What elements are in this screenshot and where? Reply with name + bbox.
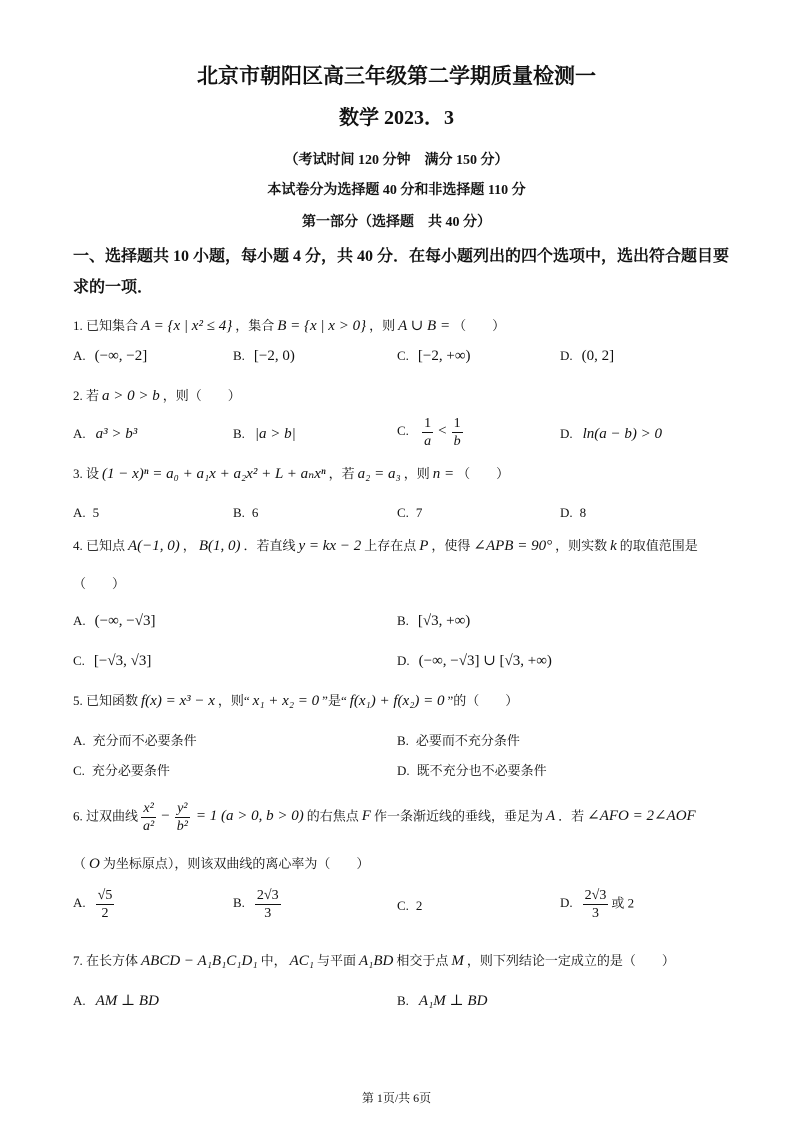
option-label: D. — [397, 763, 410, 778]
q4-angle: ∠APB = 90° — [473, 538, 553, 554]
q1-stem — [73, 315, 505, 337]
q7-plane: A₁BD — [358, 953, 394, 969]
fraction — [422, 415, 433, 450]
q3-number: 3. — [73, 466, 83, 481]
option-operator: < — [438, 423, 447, 440]
fraction — [141, 800, 156, 835]
q4-text: 已知点 — [86, 538, 126, 553]
q6-text: ．若 — [558, 808, 585, 824]
q7-point: M — [451, 953, 464, 969]
option-value: 7 — [415, 505, 423, 520]
option-label: C. — [397, 423, 409, 439]
q1-text: ，则 — [369, 318, 396, 333]
option-value: A₁M ⊥ BD — [418, 993, 488, 1009]
q1-set-b: B = {x | x > 0} — [277, 318, 367, 334]
option-label: D. — [560, 426, 573, 441]
q3-answer-blank: （ ） — [457, 466, 510, 481]
q7-line: AC₁ — [289, 953, 314, 969]
q4-option-b — [397, 610, 472, 632]
q2-stem — [73, 385, 241, 407]
q4-answer-blank: （ ） — [73, 576, 126, 591]
option-label: B. — [233, 426, 245, 441]
option-label: D. — [560, 348, 573, 363]
q7-text: 在长方体 — [86, 953, 139, 968]
q6-option-a — [73, 887, 117, 922]
q6-origin: O — [89, 856, 100, 872]
option-value: (0, 2] — [581, 348, 615, 364]
option-value: 2 — [415, 898, 423, 913]
option-label: B. — [397, 993, 409, 1008]
option-value: [−2, 0) — [253, 348, 295, 364]
option-value: 8 — [579, 505, 587, 520]
q6-text: 的右焦点 — [306, 808, 359, 824]
fraction — [175, 800, 190, 835]
q4-text: 的取值范围是 — [619, 538, 698, 553]
q5-option-d — [397, 760, 547, 782]
option-label: A. — [73, 895, 86, 911]
fraction-numerator: y² — [177, 801, 188, 816]
q6-operator: − — [161, 808, 170, 825]
q5-function: f(x) = x³ − x — [141, 693, 215, 709]
q4-line: y = kx − 2 — [298, 538, 362, 554]
q2-option-a — [73, 423, 140, 445]
option-label: B. — [397, 613, 409, 628]
option-value: AM ⊥ BD — [95, 993, 159, 1009]
q4-stem — [73, 535, 698, 557]
fraction-denominator: 2 — [101, 906, 109, 921]
q4-variable: k — [610, 538, 617, 554]
q4-text: 上存在点 — [364, 538, 417, 553]
option-value: 充分必要条件 — [91, 763, 170, 778]
option-label: D. — [397, 653, 410, 668]
q4-option-d — [397, 650, 554, 672]
fraction-denominator: a² — [143, 819, 155, 834]
option-label: B. — [397, 733, 409, 748]
q1-option-c — [397, 345, 473, 367]
fraction — [96, 887, 115, 922]
option-label: D. — [560, 505, 573, 520]
q6-text: 过双曲线 — [86, 808, 139, 824]
option-label: C. — [73, 763, 85, 778]
q5-stem — [73, 690, 518, 712]
section-heading: 一、选择题共 10 小题，每小题 4 分，共 40 分．在每小题列出的四个选项中，选出符合题目要求的一项． — [73, 248, 730, 296]
option-label: B. — [233, 348, 245, 363]
q7-text: 中， — [260, 953, 287, 968]
q5-option-a — [73, 730, 197, 752]
option-label: A. — [73, 613, 86, 628]
q6-text: （ — [73, 856, 87, 871]
q6-angle-relation: ∠AFO = 2∠AOF — [587, 808, 696, 825]
fraction-numerator: √5 — [97, 888, 113, 903]
q1-option-a — [73, 345, 149, 367]
exam-info: （考试时间 120 分钟 满分 150 分） — [284, 153, 509, 168]
q5-option-c — [73, 760, 170, 782]
page-number: 第 1页/共 6页 — [361, 1091, 432, 1105]
option-label: A. — [73, 426, 86, 441]
q5-text: ”的（ ） — [447, 693, 519, 708]
q1-answer-blank: （ ） — [453, 318, 506, 333]
q2-text: 若 — [86, 388, 100, 403]
q3-text: ，若 — [328, 466, 355, 481]
option-value: a³ > b³ — [95, 426, 138, 442]
fraction — [583, 887, 609, 922]
q4-option-c — [73, 650, 153, 672]
score-split: 本试卷分为选择题 40 分和非选择题 110 分 — [267, 183, 526, 198]
q3-stem — [73, 463, 509, 485]
option-value: 充分而不必要条件 — [92, 733, 197, 748]
option-label: D. — [560, 895, 573, 911]
q4-point-b: B(1, 0) — [198, 538, 241, 554]
q7-option-b — [397, 990, 490, 1012]
q6-equation-tail: = 1 (a > 0, b > 0) — [195, 808, 304, 825]
option-value: ln(a − b) > 0 — [582, 426, 663, 442]
fraction-denominator: 3 — [264, 906, 272, 921]
option-value: [√3, +∞) — [417, 613, 471, 629]
q4-text: ， — [182, 538, 196, 553]
fraction-numerator: 2√3 — [584, 888, 607, 903]
q6-stem-line-2 — [73, 853, 369, 875]
fraction — [452, 415, 463, 450]
option-label: B. — [233, 895, 245, 911]
option-label: C. — [397, 898, 409, 913]
q2-text: ，则（ ） — [162, 388, 241, 403]
q4-text: ，使得 — [431, 538, 471, 553]
q6-option-b — [233, 887, 284, 922]
option-label: A. — [73, 348, 86, 363]
fraction-denominator: b — [453, 434, 461, 449]
q1-option-b — [233, 345, 297, 367]
q4-number: 4. — [73, 538, 83, 553]
part-title: 第一部分（选择题 共 40 分） — [302, 215, 491, 230]
option-label: A. — [73, 505, 86, 520]
option-value: 既不充分也不必要条件 — [416, 763, 547, 778]
q5-number: 5. — [73, 693, 83, 708]
q3-option-c — [397, 502, 422, 524]
option-label: C. — [397, 348, 409, 363]
fraction-denominator: b² — [176, 819, 188, 834]
fraction-numerator: x² — [143, 801, 154, 816]
option-value-tail: 或 2 — [611, 895, 635, 911]
option-value: (−∞, −√3] — [94, 613, 156, 629]
q5-condition-2: f(x₁) + f(x₂) = 0 — [349, 693, 445, 709]
fraction-numerator: 1 — [424, 416, 432, 431]
q3-condition: a₂ = a₃ — [357, 466, 401, 482]
q1-expression: A ∪ B = — [398, 318, 451, 334]
option-label: C. — [397, 505, 409, 520]
option-value: 5 — [92, 505, 100, 520]
q2-condition: a > 0 > b — [102, 388, 160, 404]
option-value: (−∞, −√3] ∪ [√3, +∞) — [418, 653, 552, 669]
q2-option-d — [560, 423, 665, 445]
q2-option-c — [397, 415, 466, 450]
q7-stem — [73, 950, 675, 972]
q4-option-a — [73, 610, 157, 632]
fraction-denominator: a — [424, 434, 432, 449]
q1-option-d — [560, 345, 616, 367]
q1-set-a: A = {x | x² ≤ 4} — [141, 318, 233, 334]
q5-text: ，则“ — [217, 693, 250, 708]
q3-option-b — [233, 502, 258, 524]
option-value: (−∞, −2] — [94, 348, 148, 364]
exam-subtitle: 数学 2023．3 — [339, 107, 454, 129]
fraction-numerator: 2√3 — [256, 888, 279, 903]
q5-condition-1: x₁ + x₂ = 0 — [252, 693, 320, 709]
option-label: B. — [233, 505, 245, 520]
q6-number: 6. — [73, 808, 83, 824]
q4-text: ．若直线 — [243, 538, 296, 553]
q1-number: 1. — [73, 318, 83, 333]
option-label: C. — [73, 653, 85, 668]
q1-text: ，集合 — [235, 318, 275, 333]
q2-option-b — [233, 423, 299, 445]
q7-cuboid: ABCD − A₁B₁C₁D₁ — [141, 953, 258, 969]
option-value: 必要而不充分条件 — [415, 733, 520, 748]
q5-text: 已知函数 — [86, 693, 139, 708]
q6-foot-point: A — [545, 808, 556, 825]
q7-text: 相交于点 — [396, 953, 449, 968]
q6-option-c — [397, 895, 422, 917]
fraction-numerator: 1 — [453, 416, 461, 431]
q7-number: 7. — [73, 953, 83, 968]
q2-number: 2. — [73, 388, 83, 403]
option-value: |a > b| — [254, 426, 296, 442]
q3-option-d — [560, 502, 586, 524]
fraction-denominator: 3 — [591, 906, 599, 921]
q6-text: 作一条渐近线的垂线，垂足为 — [373, 808, 543, 824]
option-value: 6 — [251, 505, 259, 520]
option-label: A. — [73, 993, 86, 1008]
q6-stem — [73, 800, 699, 835]
option-label: A. — [73, 733, 86, 748]
q6-focus: F — [361, 808, 371, 825]
fraction — [255, 887, 281, 922]
q3-option-a — [73, 502, 99, 524]
exam-title: 北京市朝阳区高三年级第二学期质量检测一 — [197, 64, 596, 88]
q4-text: ，则实数 — [555, 538, 608, 553]
q4-point-p: P — [419, 538, 429, 554]
option-value: [−√3, √3] — [93, 653, 152, 669]
q5-option-b — [397, 730, 520, 752]
q4-point-a: A(−1, 0) — [128, 538, 180, 554]
q7-text: 与平面 — [316, 953, 356, 968]
q6-option-d — [560, 887, 634, 922]
q3-text: ，则 — [403, 466, 430, 481]
q3-unknown: n = — [432, 466, 455, 482]
q6-text: 为坐标原点），则该双曲线的离心率为（ ） — [102, 856, 370, 871]
q3-expansion: (1 − x)ⁿ = a₀ + a₁x + a₂x² + L + aₙxⁿ — [102, 466, 326, 482]
q1-text: 已知集合 — [86, 318, 139, 333]
option-value: [−2, +∞) — [417, 348, 471, 364]
q7-text: ，则下列结论一定成立的是（ ） — [466, 953, 675, 968]
q3-text: 设 — [86, 466, 100, 481]
q5-text: ”是“ — [322, 693, 347, 708]
q7-option-a — [73, 990, 162, 1012]
